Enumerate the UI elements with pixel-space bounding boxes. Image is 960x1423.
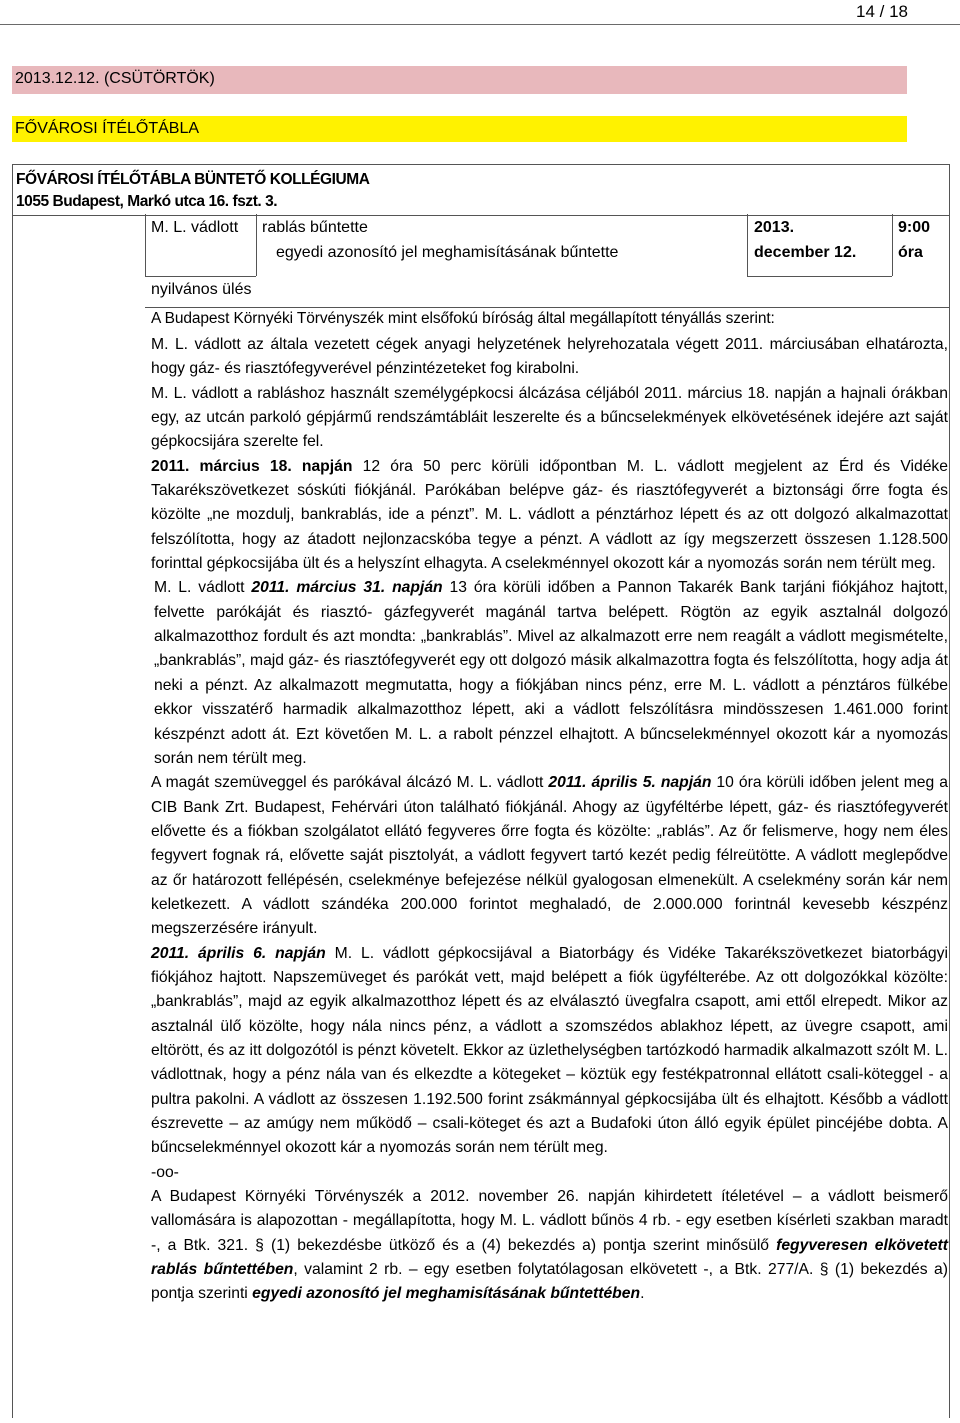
paragraph: A magát szemüveggel és parókával álcázó M. L. vádlott 2011. április 5. napján 10 óra körüli időben jelent meg a CIB Bank Zrt. Budapest, Fehérvári úton található fiókjánál. Ahogy az ügyféltérbe lépett, gáz- és riasztófegyverét elővette és a fiókban szolgálatot ellátó fegyveres őrre fogta és közölte: „rablás”. Az őr felismerve, hogy nem éles fegyvert fognak rá, elővette saját pisztolyát, a vádlott fegyvert tartó kezét pedig félreütötte. A vádlott meglepődve az őr határozott fellépésén, cselekménye befejezése nélkül gyalogosan elmenekült. A cselekmény során kár nem keletkezett. A vádlott szándéka 200.000 forintot meghaladó, de 2.000.000 forintnál kevesebb készpénz megszerzésére irányult. (151, 774, 948, 938)
case-date-year: 2013. (754, 219, 795, 236)
paragraph: 2011. március 18. napján 12 óra 50 perc körüli időpontban M. L. vádlott megjelent az Érd és Vidéke Takarékszövetkezet sóskúti fiókjánál. Parókában belépve gáz- és riasztófegyverét a biztonsági őrre fogta és közölte „ne mozdulj, bankrablás, ide a pénzt”. M. L. vádlott a pénztárhoz lépett és az ott dolgozó alkalmazottat felszólította, hogy az átadott nejlonzacskóba tegye a pénzt. A vádlott az így megszerzett összesen 1.128.500 forinttal gépkocsijába ült és a helyszínt elhagyta. A cselekménnyel okozott kár a nyomozás során nem térült meg. (151, 457, 949, 573)
court-band (12, 116, 907, 142)
facts-body (151, 333, 948, 1307)
facts-intro: A Budapest Környéki Törvényszék mint elsőfokú bíróság által megállapított tényállás szerint: (151, 310, 775, 327)
case-grid-line (747, 276, 892, 277)
page-header (0, 0, 960, 25)
charge-2: egyedi azonosító jel meghamisításának bűntette (276, 244, 619, 261)
charge-1: rablás bűntette (262, 219, 368, 236)
hearing-date: 2013.12.12. (CSÜTÖRTÖK) (15, 70, 215, 87)
section-title: FŐVÁROSI ÍTÉLŐTÁBLA BÜNTETŐ KOLLÉGIUMA (16, 171, 370, 188)
offense-name: fegyveresen elkövetett rablás bűntettében (151, 1236, 948, 1279)
case-grid-line (747, 214, 748, 276)
page-number: 14 / 18 (856, 2, 908, 21)
paragraph: M. L. vádlott az általa vezetett cégek anyagi helyzetének helyrehozatala végett 2011. márciusában elhatározta, hogy gáz- és riasztófegyverével pénzintézeteket fog kirabolni. (151, 336, 948, 378)
event-date: 2011. március 18. napján (151, 457, 353, 475)
event-date: 2011. március 31. napján (251, 579, 443, 597)
event-date: 2011. április 5. napján (548, 774, 712, 792)
case-time: 9:00 (898, 219, 931, 236)
court-name: FŐVÁROSI ÍTÉLŐTÁBLA (15, 120, 200, 137)
paragraph: A Budapest Környéki Törvényszék a 2012. november 26. napján kihirdetett ítéletével – a vádlott beismerő vallomására is alapozottan - megállapította, hogy M. L. vádlott bűnös 4 rb. - egy esetben kísérleti szakban maradt -, a Btk. 321. § (1) bekezdésbe ütköző és a (4) bekezdés a) pontja szerint minősülő fegyveresen elkövetett rablás bűntettében, valamint 2 rb. – egy esetben folytatólagosan elkövetett -, a Btk. 277/A. § (1) bekezdés a) pontja szerinti egyedi azonosító jel meghamisításának bűntettében. (151, 1188, 948, 1303)
case-time-unit: óra (898, 244, 923, 261)
date-band (12, 66, 907, 94)
section-divider (13, 215, 949, 216)
paragraph: M. L. vádlott a rabláshoz használt személygépkocsi álcázása céljából 2011. március 18. napján a hajnali órákban egy, az utcán parkoló gépjármű rendszámtábláit leszerelte és a bűncselekmények elkövetésének idejére azt saját gépkocsijára szerelte fel. (151, 384, 948, 451)
case-grid-line (256, 214, 257, 276)
section-address: 1055 Budapest, Markó utca 16. fszt. 3. (16, 193, 278, 210)
case-grid-line (145, 276, 256, 277)
case-date-day: december 12. (754, 244, 857, 261)
hearing-type: nyilvános ülés (151, 281, 252, 298)
case-grid-line (145, 307, 950, 308)
paragraph: 2011. április 6. napján M. L. vádlott gépkocsijával a Biatorbágy és Vidéke Takarékszövetkezet biatorbágyi fiókjához hajtott. Napszemüveget és parókát vett, majd belépett a fiók ügyfélterébe. Az ott dolgozókkal közölte: „bankrablás”, majd az egyik alkalmazotthoz lépett és az elválasztó üvegfalra csapott, ami ettől elrepedt. Mikor az asztalnál ülő közölte, hogy nála nincs pénz, a vádlott a szomszédos ablakhoz lépett, az üvegre csapott, ami eltörött, és az itt dolgozótól is pénzt követelt. Ekkor az üzlethelységben tartózkodó harmadik alkalmazott szólt M. L. vádlottnak, hogy a pénz nála van és elkezdte a kötegeket – köztük egy festékpatronnal ellátott csali-köteggel - a pultra pakolni. A vádlott az összesen 1.192.500 forint zsákmánnyal gépkocsijába ült és elhajtott. Később a vádlott észrevette – az amúgy nem működő – csali-köteget és azt a Budafoki úton álló egyik épület pincéjébe dobta. A bűncselekménnyel okozott kár a nyomozás során nem térült meg. (151, 944, 948, 1157)
offense-name: egyedi azonosító jel meghamisításának bűntettében (252, 1285, 641, 1303)
event-date: 2011. április 6. napján (151, 944, 326, 962)
paragraph: M. L. vádlott 2011. március 31. napján 13 óra körüli időben a Pannon Takarék Bank tarjáni fiókjához hajtott, felvette parókáját és riasztó- gázfegyverét magánál tartva belépett. Rögtön az egyik asztalnál dolgozó alkalmazotthoz fordult és azt mondta: „bankrablás”. Mivel az alkalmazott erre nem reagált a vádlott megismételte, „bankrablás”, majd gáz- és riasztófegyverét egy ott dolgozó másik alkalmazottra fogta és felszólította, hogy adja át neki a pénzt. Az alkalmazott megmutatta, hogy a fiókjában nincs pénz, erre M. L. vádlott a pénztáros fülkébe ekkor visszatérő harmadik alkalmazotthoz lépett, aki a vádlott felszólításra mindösszesen 1.461.000 forint készpénzt adott át. Ezt követően M. L. a rabolt pénzzel elhajtott. A bűncselekménnyel okozott kár a nyomozás során nem térült meg. (154, 579, 948, 767)
defendant-name: M. L. vádlott (151, 219, 239, 236)
case-grid-line (145, 214, 146, 276)
separator: -oo- (151, 1163, 179, 1181)
case-grid-line (892, 214, 893, 276)
